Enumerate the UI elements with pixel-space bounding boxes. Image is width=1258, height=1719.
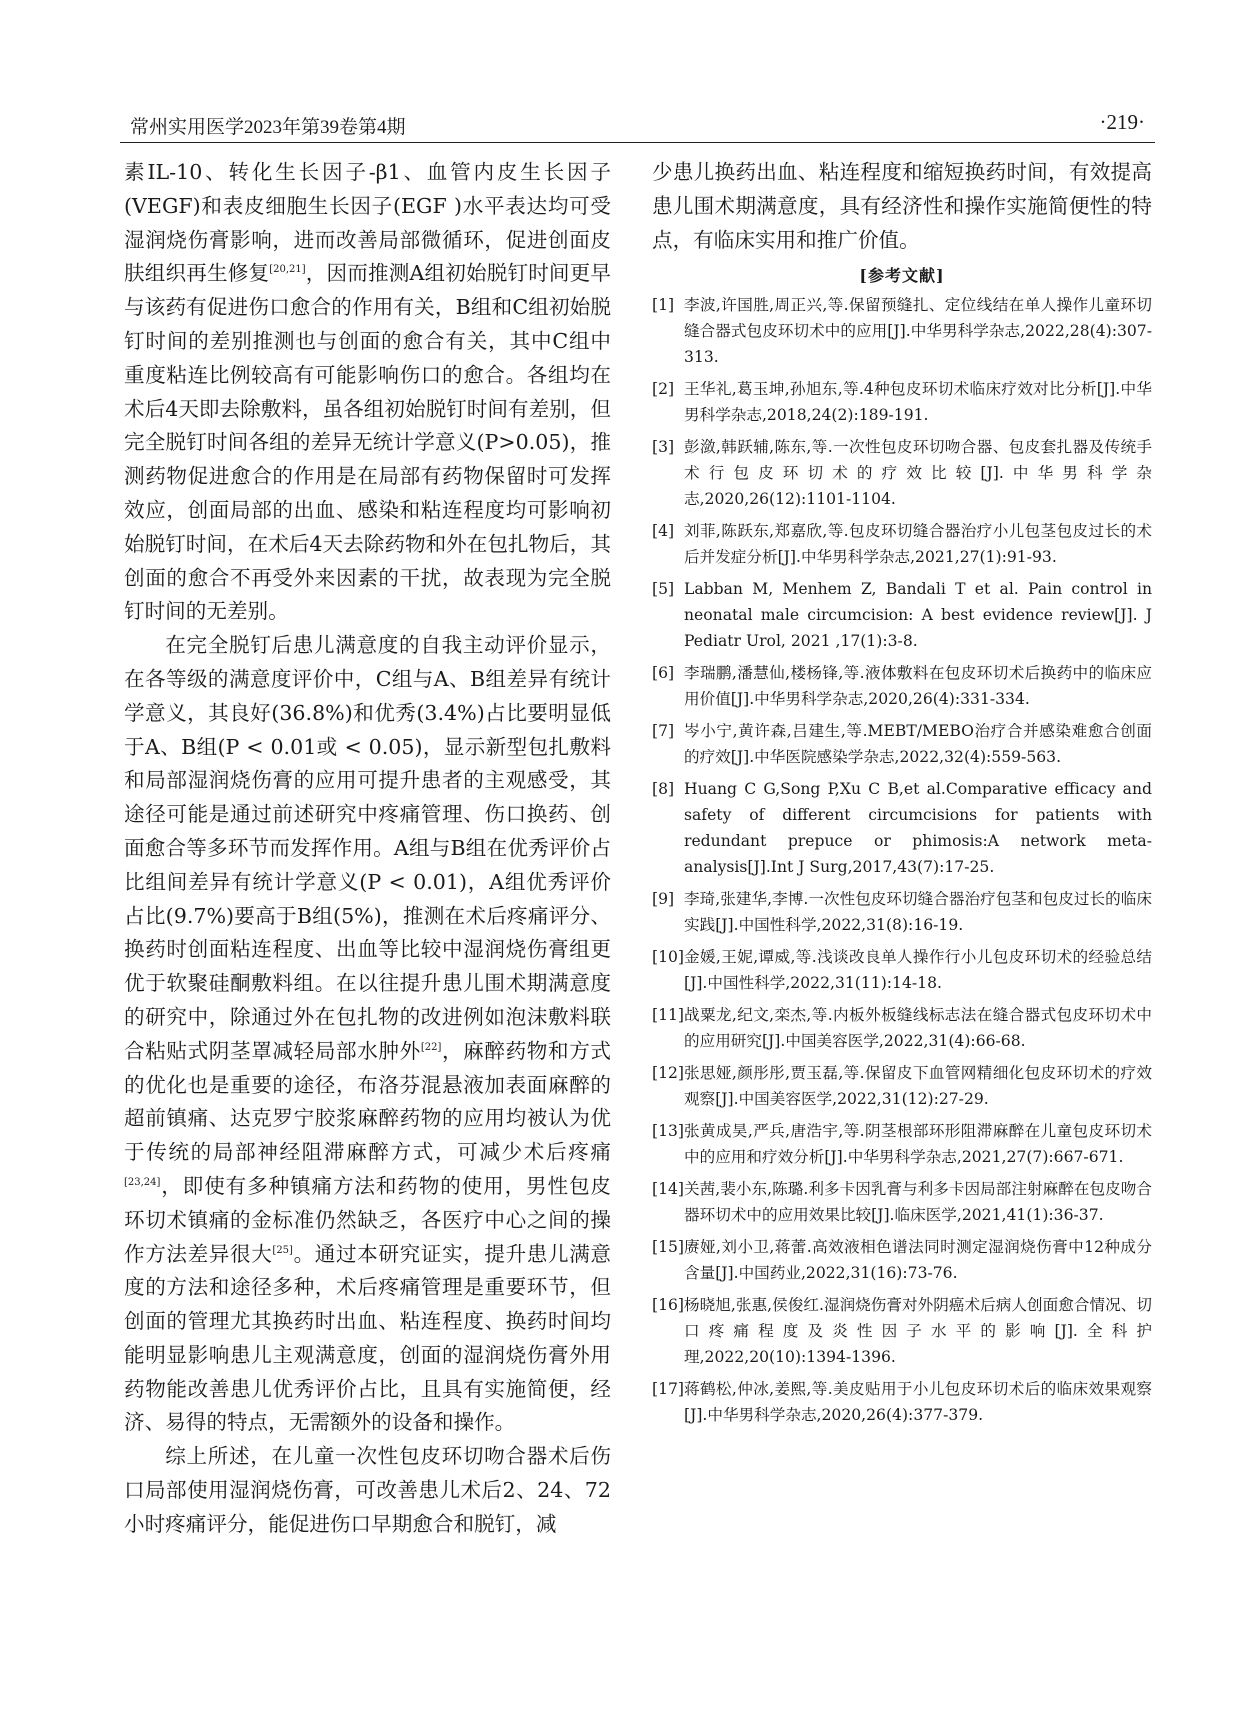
paragraph-text: ，麻醉药物和方式的优化也是重要的途径，布洛芬混悬液加表面麻醉的超前镇痛、达克罗宁胶浆麻醉药物的应用均被认为优于传统的局部神经阻滞麻醉方式，可减少术后疼痛: [124, 1038, 611, 1165]
reference-number: [14]: [652, 1180, 685, 1199]
paragraph-text: ，因而推测A组初始脱钉时间更早与该药有促进伤口愈合的作用有关，B组和C组初始脱钉时间的差别推测也与创面的愈合有关，其中C组中重度粘连比例较高有可能影响伤口的愈合。各组均在术后4天即去除敷料，虽各组初始脱钉时间有差别，但完全脱钉时间各组的差异无统计学意义(P>0.05)，推测药物促进愈合的作用是在局部有药物保留时可发挥效应，创面局部的出血、感染和粘连程度均可影响初始脱钉时间，在术后4天去除药物和外在包扎物后，其创面的愈合不再受外来因素的干扰，故表现为完全脱钉时间的无差别。: [124, 261, 612, 624]
reference-number: [13]: [652, 1122, 685, 1141]
reference-item: [652, 1176, 1152, 1228]
reference-number: [12]: [652, 1064, 685, 1083]
paragraph-conclusion: 综上所述，在儿童一次性包皮环切吻合器术后伤口局部使用湿润烧伤膏，可改善患儿术后2、24、72小时疼痛评分，能促进伤口早期愈合和脱钉，减: [124, 1444, 611, 1536]
references-heading: [参考文献]: [859, 266, 945, 286]
reference-number: [7]: [652, 722, 675, 741]
reference-item: [652, 660, 1152, 712]
citation-link[interactable]: [22]: [420, 1041, 442, 1053]
reference-text: 赓娅,刘小卫,蒋蕾.高效液相色谱法同时测定湿润烧伤膏中12种成分含量[J].中国药业,2022,31(16):73-76.: [684, 1238, 1152, 1283]
reference-text: 刘菲,陈跃东,郑嘉欣,等.包皮环切缝合器治疗小儿包茎包皮过长的术后并发症分析[J].中华男科学杂志,2021,27(1):91-93.: [684, 522, 1152, 567]
reference-number: [10]: [652, 948, 685, 967]
reference-text: Labban M, Menhem Z, Bandali T et al. Pain control in neonatal male circumcision: A best evidence review[J]. J Pediatr Urol, 2021 ,17(1):3-8.: [684, 580, 1152, 651]
reference-item: [652, 1376, 1152, 1428]
citation-link[interactable]: [25]: [272, 1244, 293, 1256]
reference-number: [4]: [652, 522, 675, 541]
reference-number: [17]: [652, 1380, 685, 1399]
reference-number: [6]: [652, 664, 675, 683]
reference-text: 关茜,裴小东,陈璐.利多卡因乳膏与利多卡因局部注射麻醉在包皮吻合器环切术中的应用效果比较[J].临床医学,2021,41(1):36-37.: [684, 1180, 1152, 1225]
reference-text: 李瑞鹏,潘慧仙,楼杨锋,等.液体敷料在包皮环切术后换药中的临床应用价值[J].中华男科学杂志,2020,26(4):331-334.: [684, 664, 1152, 709]
reference-item: [652, 718, 1152, 770]
page-number: ·219·: [1099, 110, 1145, 134]
reference-item: [652, 1234, 1152, 1286]
reference-text: 蒋鹤松,仲冰,姜熙,等.美皮贴用于小儿包皮环切术后的临床效果观察[J].中华男科学杂志,2020,26(4):377-379.: [684, 1380, 1152, 1425]
paragraph-text: ，即使有多种镇痛方法和药物的使用，男性包皮环切术镇痛的金标准仍然缺乏，各医疗中心之间的操作方法差异很大: [124, 1173, 611, 1266]
reference-list: [652, 292, 1152, 1428]
paragraph-continued: [124, 156, 611, 629]
right-column: [652, 156, 1152, 1434]
reference-item: [652, 434, 1152, 512]
reference-text: 张黄成昊,严兵,唐浩宇,等.阴茎根部环形阻滞麻醉在儿童包皮环切术中的应用和疗效分析[J].中华男科学杂志,2021,27(7):667-671.: [684, 1122, 1152, 1167]
reference-number: [8]: [652, 780, 675, 799]
reference-number: [15]: [652, 1238, 685, 1257]
reference-item: [652, 1060, 1152, 1112]
reference-item: [652, 1292, 1152, 1370]
reference-item: [652, 576, 1152, 654]
reference-number: [16]: [652, 1296, 685, 1315]
reference-text: 杨晓旭,张惠,侯俊红.湿润烧伤膏对外阴癌术后病人创面愈合情况、切口疼痛程度及炎性因子水平的影响[J].全科护理,2022,20(10):1394-1396.: [684, 1296, 1152, 1367]
reference-text: 岑小宁,黄许森,吕建生,等.MEBT/MEBO治疗合并感染难愈合创面的疗效[J].中华医院感染学杂志,2022,32(4):559-563.: [684, 722, 1152, 767]
paragraph-text: 在完全脱钉后患儿满意度的自我主动评价显示，在各等级的满意度评价中，C组与A、B组差异有统计学意义，其良好(36.8%)和优秀(3.4%)占比要明显低于A、B组(P < 0.01或 < 0.05)，显示新型包扎敷料和局部湿润烧伤膏的应用可提升患者的主观感受，其途径可能是通过前述研究中疼痛管理、伤口换药、创面愈合等多环节而发挥作用。A组与B组在优秀评价占比组间差异有统计学意义(P < 0.01)，A组优秀评价占比(9.7%)要高于B组(5%)，推测在术后疼痛评分、换药时创面粘连程度、出血等比较中湿润烧伤膏组更优于软聚硅酮敷料组。在以往提升患儿围术期满意度的研究中，除通过外在包扎物的改进例如泡沫敷料联合粘贴式阴茎罩减轻局部水肿外: [124, 633, 611, 1063]
reference-item: [652, 292, 1152, 370]
reference-text: Huang C G,Song P,Xu C B,et al.Comparative efficacy and safety of different circumcisions for patients with redundant prepuce or phimosis:A network meta-analysis[J].Int J Surg,2017,43(7):17-25.: [684, 780, 1152, 877]
reference-text: 彭潋,韩跃辅,陈东,等.一次性包皮环切吻合器、包皮套扎器及传统手术行包皮环切术的疗效比较[J].中华男科学杂志,2020,26(12):1101-1104.: [684, 438, 1152, 509]
paragraph-text: 。通过本研究证实，提升患儿满意度的方法和途径多种，术后疼痛管理是重要环节，但创面的管理尤其换药时出血、粘连程度、换药时间均能明显影响患儿主观满意度，创面的湿润烧伤膏外用药物能改善患儿优秀评价占比，且具有实施简便，经济、易得的特点，无需额外的设备和操作。: [124, 1241, 611, 1435]
reference-item: [652, 944, 1152, 996]
reference-text: 张思娅,颜彤彤,贾玉磊,等.保留皮下血管网精细化包皮环切术的疗效观察[J].中国美容医学,2022,31(12):27-29.: [684, 1064, 1152, 1109]
reference-number: [2]: [652, 380, 675, 399]
reference-text: 王华礼,葛玉坤,孙旭东,等.4种包皮环切术临床疗效对比分析[J].中华男科学杂志,2018,24(2):189-191.: [684, 380, 1152, 425]
reference-item: [652, 776, 1152, 880]
reference-item: [652, 886, 1152, 938]
paragraph-satisfaction: [124, 629, 611, 1440]
paragraph-text: 素IL-10、转化生长因子-β1、血管内皮生长因子(VEGF)和表皮细胞生长因子(EGF )水平表达均可受湿润烧伤膏影响，进而改善局部微循环，促进创面皮肤组织再生修复: [124, 160, 611, 286]
reference-number: [11]: [652, 1006, 685, 1025]
reference-item: [652, 1002, 1152, 1054]
reference-number: [3]: [652, 438, 675, 457]
reference-text: 金媛,王妮,谭威,等.浅谈改良单人操作行小儿包皮环切术的经验总结[J].中国性科学,2022,31(11):14-18.: [684, 948, 1152, 993]
reference-text: 李琦,张建华,李博.一次性包皮环切缝合器治疗包茎和包皮过长的临床实践[J].中国性科学,2022,31(8):16-19.: [684, 890, 1152, 935]
reference-number: [1]: [652, 296, 675, 315]
running-header: [120, 108, 1155, 143]
conclusion-continued: 少患儿换药出血、粘连程度和缩短换药时间，有效提高患儿围术期满意度，具有经济性和操作实施简便性的特点，有临床实用和推广价值。: [652, 160, 1152, 252]
reference-text: 李波,许国胜,周正兴,等.保留预缝扎、定位线结在单人操作儿童环切缝合器式包皮环切术中的应用[J].中华男科学杂志,2022,28(4):307-313.: [684, 296, 1152, 367]
citation-link[interactable]: [23,24]: [124, 1177, 161, 1189]
left-column: [124, 156, 611, 1542]
reference-number: [5]: [652, 580, 675, 599]
journal-title: 常州实用医学2023年第39卷第4期: [130, 117, 406, 138]
reference-item: [652, 376, 1152, 428]
reference-number: [9]: [652, 890, 675, 909]
reference-item: [652, 1118, 1152, 1170]
citation-link[interactable]: [20,21]: [269, 264, 306, 276]
reference-text: 战粟龙,纪文,栾杰,等.内板外板缝线标志法在缝合器式包皮环切术中的应用研究[J].中国美容医学,2022,31(4):66-68.: [684, 1006, 1152, 1051]
reference-item: [652, 518, 1152, 570]
